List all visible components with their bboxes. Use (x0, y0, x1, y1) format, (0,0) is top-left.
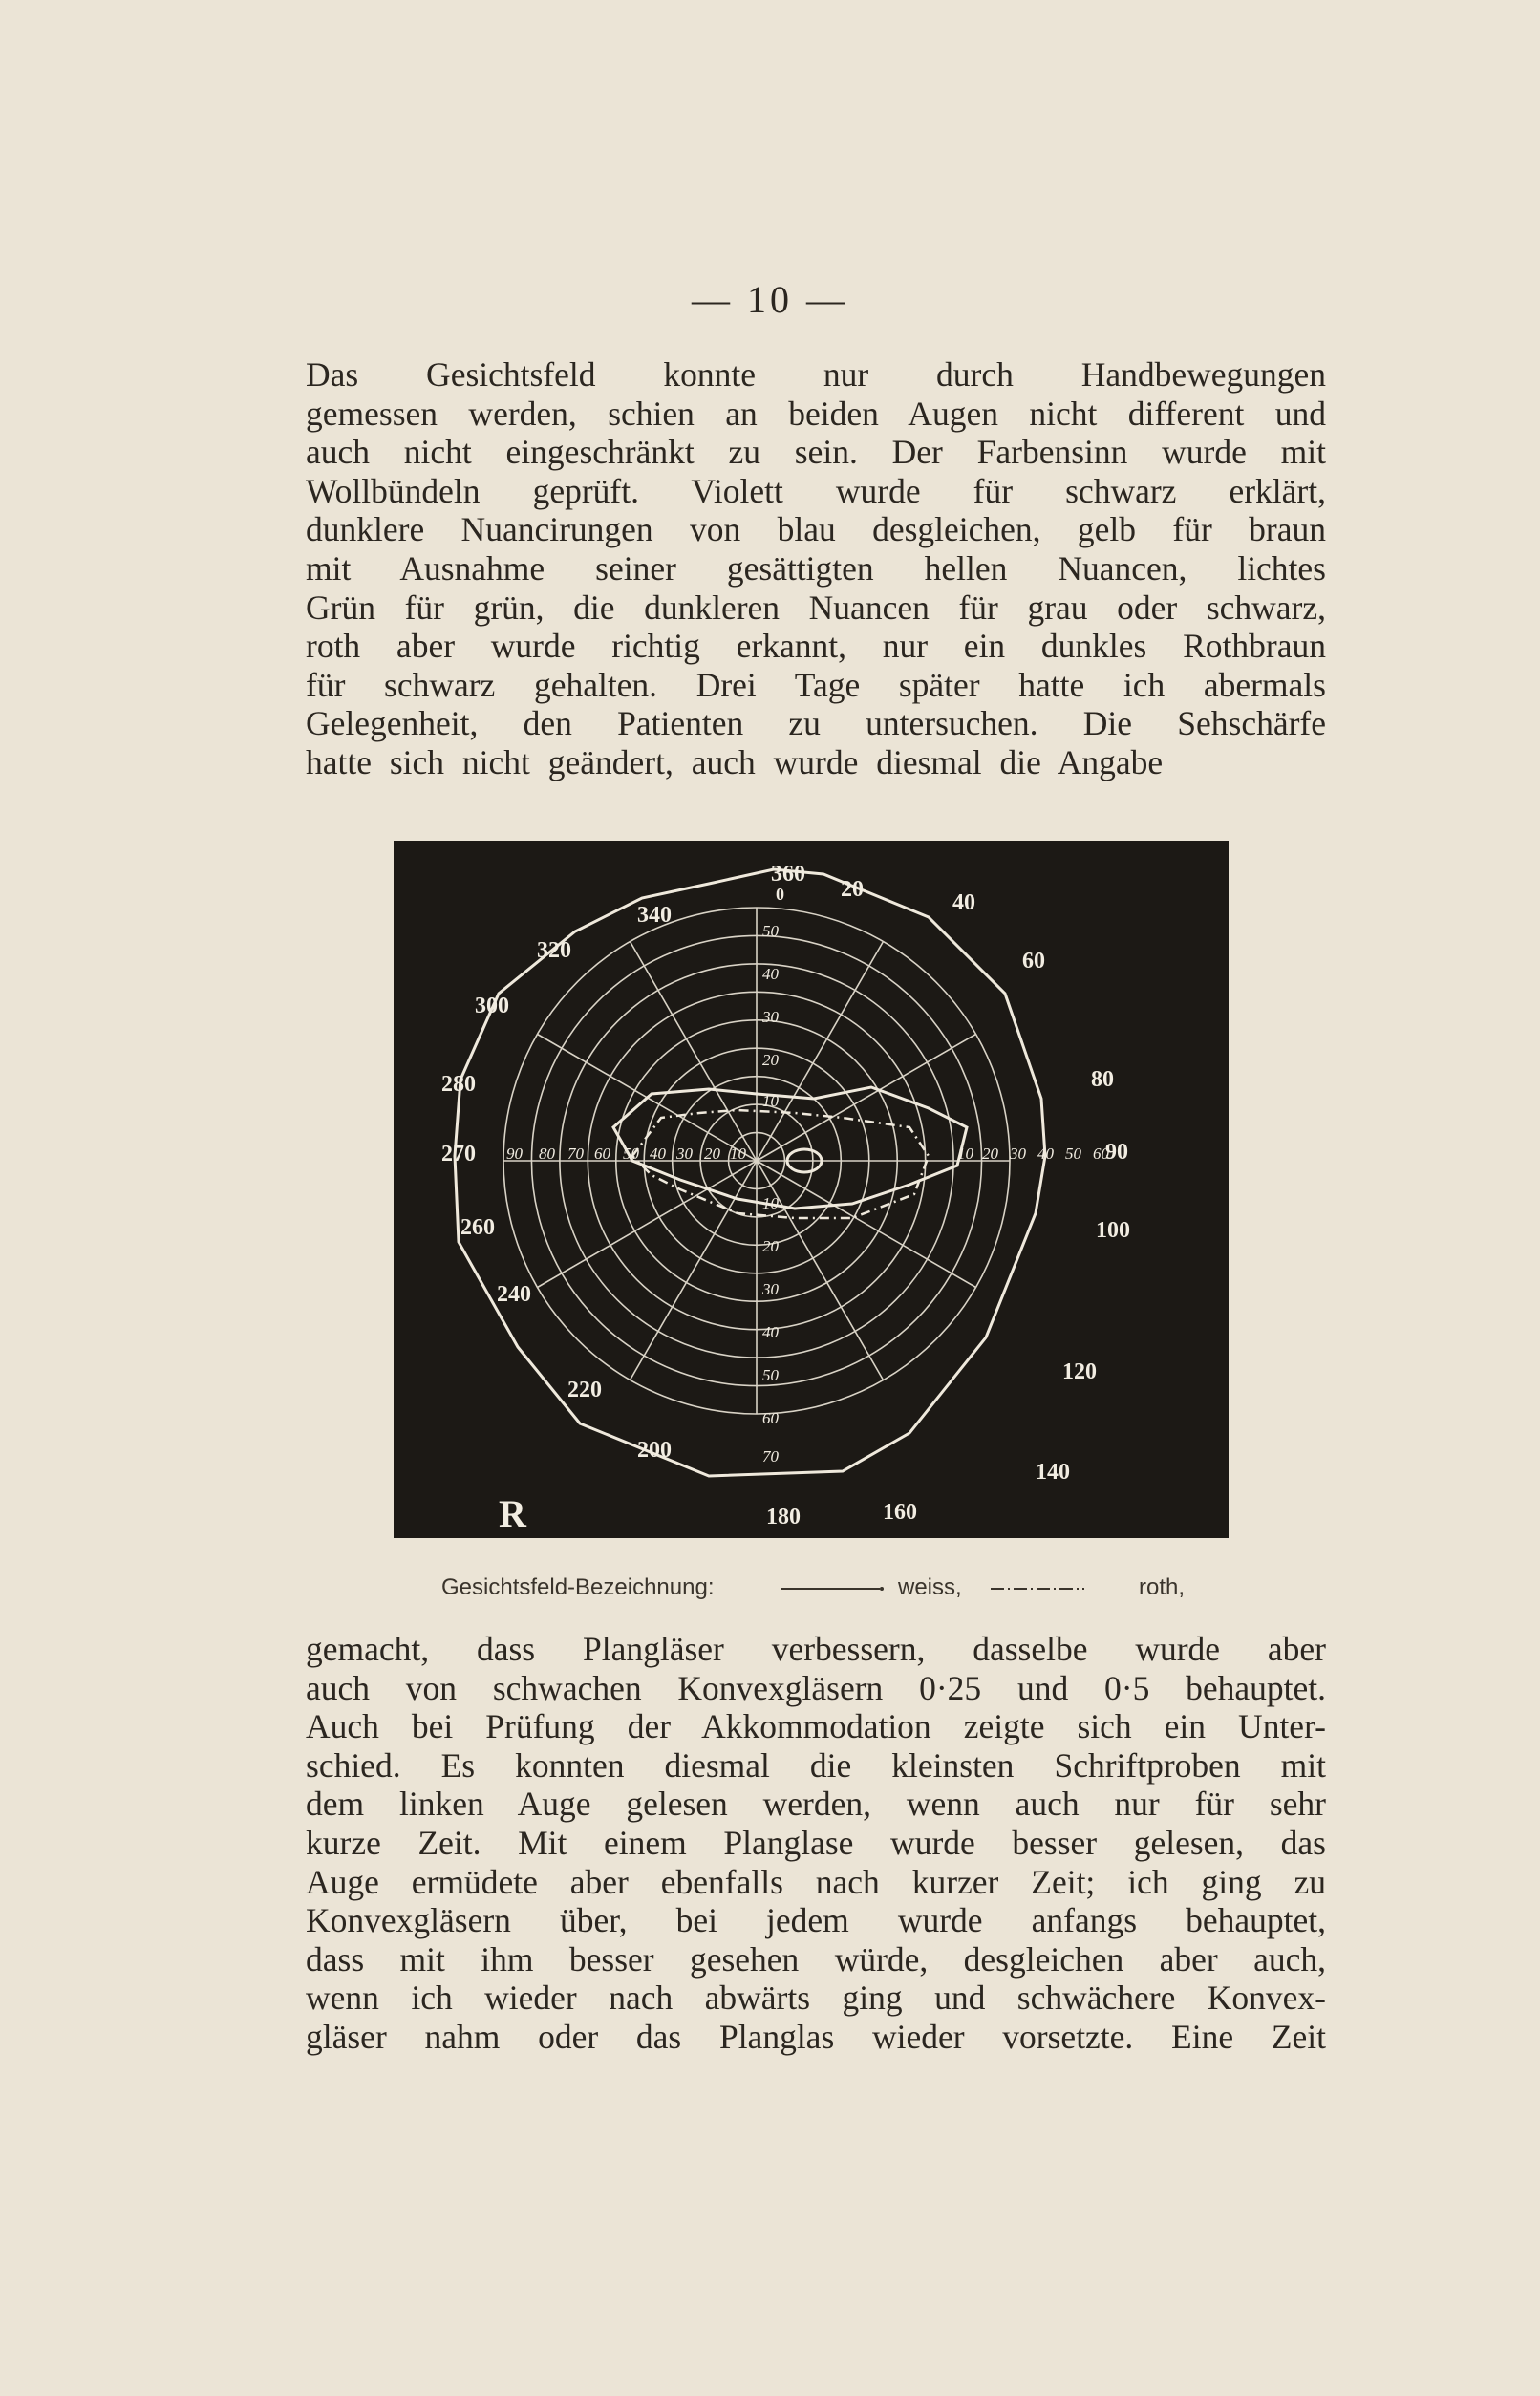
radial-label: 90 (506, 1145, 523, 1163)
angle-label: 220 (567, 1378, 602, 1402)
field-outline-white-inner (613, 1087, 967, 1209)
text-line: mit Ausnahme seiner gesättigten hellen Nuancen, lichtes (306, 548, 1326, 588)
radial-label: 10 (762, 1194, 779, 1212)
angle-label: 120 (1062, 1359, 1097, 1384)
radial-label: 50 (1065, 1145, 1081, 1163)
radial-label: 40 (1037, 1145, 1054, 1163)
text-line: gemessen werden, schien an beiden Augen nicht different und (306, 394, 1326, 433)
radial-label: 20 (704, 1145, 720, 1163)
radial-label: 50 (762, 922, 779, 940)
visual-field-chart (394, 841, 1229, 1538)
eye-label: R (499, 1492, 526, 1535)
radial-label: 30 (676, 1145, 693, 1163)
paragraph-1 (306, 355, 1326, 782)
radial-label: 60 (762, 1409, 779, 1427)
angle-label: 90 (1105, 1140, 1128, 1165)
text-line: Konvexgläsern über, bei jedem wurde anfangs behauptet, (306, 1901, 1326, 1940)
angle-label: 160 (883, 1500, 917, 1525)
radial-label: 40 (650, 1145, 666, 1163)
angle-label: 60 (1022, 949, 1045, 973)
perimeter-diagram (394, 841, 1229, 1538)
text-line: Auge ermüdete aber ebenfalls nach kurzer Zeit; ich ging zu (306, 1862, 1326, 1901)
angle-label: 20 (841, 877, 864, 902)
angle-label: 340 (637, 903, 672, 928)
angle-label: 270 (441, 1142, 476, 1166)
text-line: roth aber wurde richtig erkannt, nur ein dunkles Rothbraun (306, 627, 1326, 666)
radial-label: 20 (982, 1145, 998, 1163)
radial-label: 30 (1010, 1145, 1026, 1163)
angle-label: 0 (776, 885, 784, 904)
angle-label: 260 (460, 1215, 495, 1240)
text-line: Auch bei Prüfung der Akkommodation zeigte sich ein Unter- (306, 1707, 1326, 1746)
radial-label: 40 (762, 1323, 779, 1341)
text-line: kurze Zeit. Mit einem Planglase wurde besser gelesen, das (306, 1823, 1326, 1862)
radial-label: 40 (762, 965, 779, 983)
text-line: dunklere Nuancirungen von blau desgleichen, gelb für braun (306, 510, 1326, 549)
radial-label: 20 (762, 1051, 779, 1069)
text-line: Gelegenheit, den Patienten zu untersuchen. Die Sehschärfe (306, 704, 1326, 743)
text-line: gläser nahm oder das Planglas wieder vorsetzte. Eine Zeit (306, 2017, 1326, 2056)
white-line-sample (781, 1586, 886, 1592)
angle-label: 280 (441, 1072, 476, 1097)
text-line: für schwarz gehalten. Drei Tage später hatte ich abermals (306, 665, 1326, 704)
angle-label: 200 (637, 1438, 672, 1463)
radial-label: 70 (762, 1447, 779, 1465)
angle-label: 100 (1096, 1218, 1130, 1243)
angle-label: 240 (497, 1282, 531, 1307)
radial-label: 50 (762, 1366, 779, 1384)
angle-label: 300 (475, 994, 509, 1018)
angle-label: 140 (1036, 1460, 1070, 1485)
text-line: Das Gesichtsfeld konnte nur durch Handbewegungen (306, 355, 1326, 394)
red-line-sample (991, 1586, 1086, 1592)
text-line: gemacht, dass Plangläser verbessern, dasselbe wurde aber (306, 1630, 1326, 1668)
angle-label: 80 (1091, 1067, 1114, 1092)
radial-label: 60 (594, 1145, 610, 1163)
text-line: dass mit ihm besser gesehen würde, desgleichen aber auch, (306, 1939, 1326, 1979)
radial-label: 60 (1093, 1145, 1109, 1163)
text-line: Grün für grün, die dunkleren Nuancen für grau oder schwarz, (306, 588, 1326, 627)
text-line: Wollbündeln geprüft. Violett wurde für schwarz erklärt, (306, 471, 1326, 510)
radial-label: 30 (762, 1008, 779, 1026)
text-line: auch von schwachen Konvexgläsern 0·25 und 0·5 behauptet. (306, 1668, 1326, 1707)
chart-labels (441, 862, 1130, 1530)
text-line: wenn ich wieder nach abwärts ging und schwächere Konvex- (306, 1979, 1326, 2018)
caption-red: roth, (1139, 1574, 1186, 1600)
caption-white: weiss, (898, 1574, 962, 1600)
caption-label: Gesichtsfeld-Bezeichnung: (441, 1574, 715, 1600)
radial-label: 10 (730, 1145, 746, 1163)
radial-label: 30 (762, 1280, 779, 1298)
angle-label: 320 (537, 938, 571, 963)
page-number: — 10 — (692, 278, 848, 321)
angle-label: 40 (952, 890, 975, 915)
radial-label: 10 (762, 1092, 779, 1110)
text-line: dem linken Auge gelesen werden, wenn auch nur für sehr (306, 1785, 1326, 1824)
text-line: hatte sich nicht geändert, auch wurde diesmal die Angabe (306, 742, 1164, 781)
radial-label: 70 (567, 1145, 584, 1163)
angle-label: 360 (771, 862, 805, 887)
radial-label: 50 (623, 1145, 639, 1163)
radial-label: 10 (957, 1145, 973, 1163)
paragraph-2 (306, 1630, 1326, 2057)
radial-label: 20 (762, 1237, 779, 1255)
text-line: auch nicht eingeschränkt zu sein. Der Farbensinn wurde mit (306, 433, 1326, 472)
angle-label: 180 (766, 1505, 801, 1530)
text-line: schied. Es konnten diesmal die kleinsten Schriftproben mit (306, 1745, 1326, 1785)
radial-label: 80 (539, 1145, 555, 1163)
